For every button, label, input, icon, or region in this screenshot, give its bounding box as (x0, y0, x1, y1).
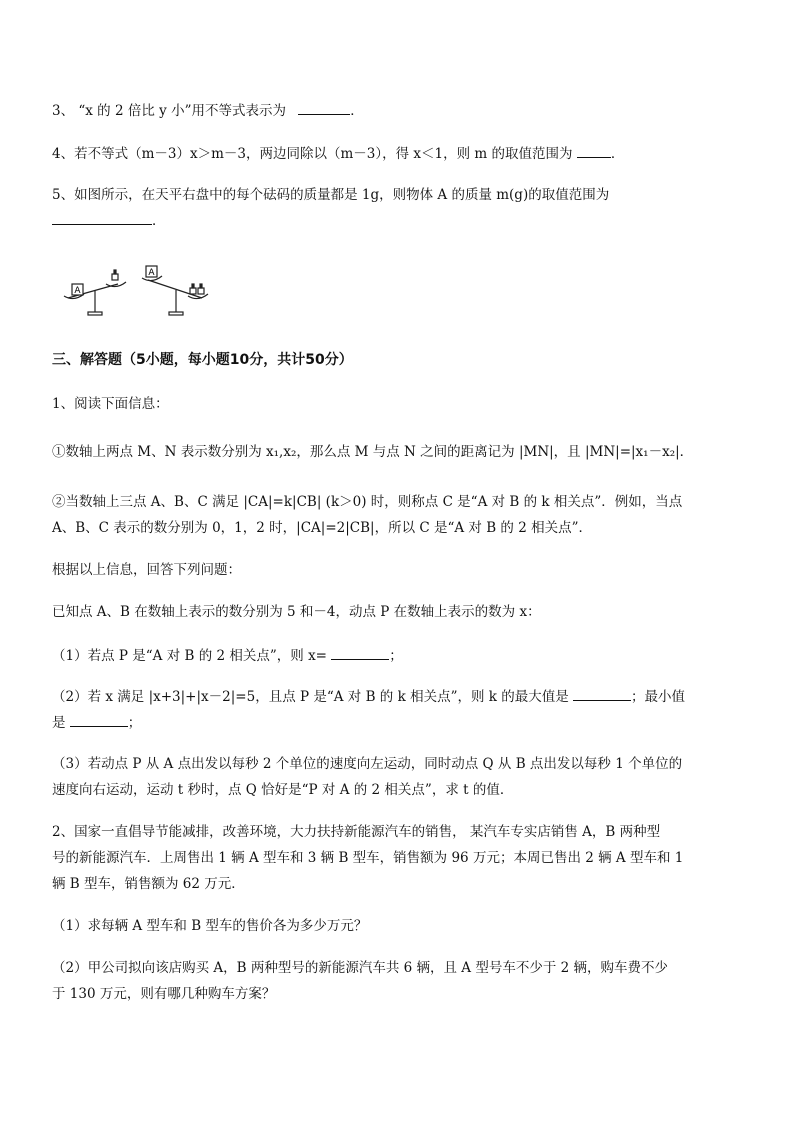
problem-1-info-2b: A、B、C 表示的数分别为 0，1，2 时，|CA|=2|CB|，所以 C 是“A 对 B 的 2 相关点”． (52, 520, 592, 536)
answer-blank (298, 100, 350, 115)
answer-blank (331, 645, 389, 660)
problem-1-info-1: ①数轴上两点 M、N 表示数分别为 x₁,x₂，那么点 M 与点 N 之间的距离记为 |MN|，且 |MN|=|x₁－x₂|． (52, 444, 694, 460)
answer-blank (577, 143, 611, 158)
problem-1-subq-2a: （2）若 x 满足 |x+3|+|x－2|=5，且点 P 是“A 对 B 的 k 相关点”，则 k 的最大值是 ；最小值 (52, 686, 685, 707)
question-5-blank-line: ． (52, 210, 166, 231)
object-a-label-left: A (74, 286, 81, 296)
problem-2-subq-2b: 于 130 万元，则有哪几种购车方案？ (52, 986, 276, 1002)
problem-2-text-a: 2、国家一直倡导节能减排，改善环境，大力扶持新能源汽车的销售， 某汽车专实店销售 A，B 两种型 (52, 824, 661, 840)
problem-1-intro: 1、阅读下面信息： (52, 396, 169, 412)
problem-1-subq-2b: 是 ； (52, 712, 141, 733)
answer-blank (52, 210, 152, 225)
problem-1-subq-1: （1）若点 P 是“A 对 B 的 2 相关点”，则 x= ； (52, 645, 403, 666)
answer-blank (573, 686, 631, 701)
question-4: 4、若不等式（m－3）x＞m－3，两边同除以（m－3），得 x＜1，则 m 的取值范围为 ． (52, 143, 624, 164)
problem-1-prompt: 根据以上信息，回答下列问题： (52, 562, 241, 578)
balance-scale-figure (62, 262, 222, 320)
section-heading: 三、解答题（5小题，每小题10分，共计50分） (52, 352, 353, 368)
problem-2-text-c: 辆 B 型车，销售额为 62 万元． (52, 876, 245, 892)
answer-blank (70, 712, 128, 727)
question-5: 5、如图所示，在天平右盘中的每个砝码的质量都是 1g，则物体 A 的质量 m(g)的取值范围为 (52, 187, 610, 203)
question-3: 3、 “x 的 2 倍比 y 小”用不等式表示为 ． (52, 100, 364, 121)
problem-2-text-b: 号的新能源汽车．上周售出 1 辆 A 型车和 3 辆 B 型车，销售额为 96 万元；本周已售出 2 辆 A 型车和 1 (52, 850, 684, 866)
problem-1-info-2a: ②当数轴上三点 A、B、C 满足 |CA|=k|CB| (k＞0) 时，则称点 C 是“A 对 B 的 k 相关点”．例如，当点 (52, 494, 683, 510)
object-a-label-right: A (148, 268, 155, 278)
problem-1-subq-3a: （3）若动点 P 从 A 点出发以每秒 2 个单位的速度向左运动，同时动点 Q 从 B 点出发以每秒 1 个单位的 (52, 756, 683, 772)
problem-2-subq-1: （1）求每辆 A 型车和 B 型车的售价各为多少万元？ (52, 918, 368, 934)
balance-scale-left (64, 270, 126, 315)
problem-2-subq-2a: （2）甲公司拟向该店购买 A，B 两种型号的新能源汽车共 6 辆，且 A 型号车不少于 2 辆，购车费不少 (52, 960, 669, 976)
problem-1-subq-3b: 速度向右运动，运动 t 秒时，点 Q 恰好是“P 对 A 的 2 相关点”，求 t 的值． (52, 782, 514, 798)
problem-1-given: 已知点 A、B 在数轴上表示的数分别为 5 和－4，动点 P 在数轴上表示的数为 x： (52, 604, 541, 620)
